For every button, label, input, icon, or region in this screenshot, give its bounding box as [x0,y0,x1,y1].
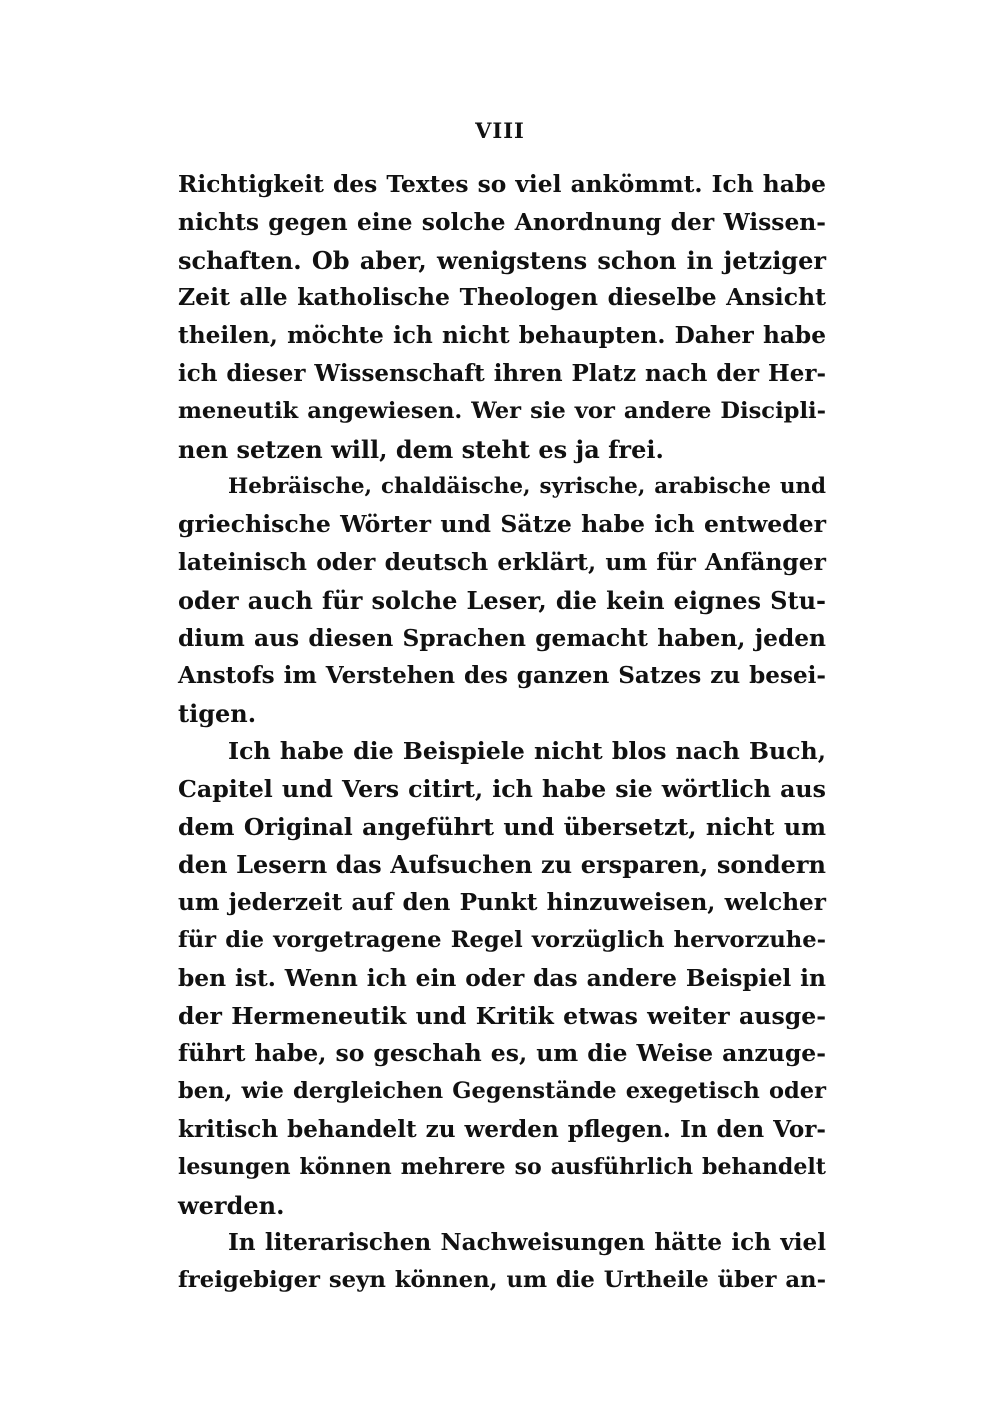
text-line: dem Original angeführt und übersetzt, nicht um [178,812,826,841]
text-line: Ich habe die Beispiele nicht blos nach Buch, [228,736,826,765]
text-line: Hebräische, chaldäische, syrische, arabische und [228,474,826,500]
text-line: dium aus diesen Sprachen gemacht haben, jeden [178,624,826,652]
text-line: theilen, möchte ich nicht behaupten. Daher habe [178,322,826,350]
text-line: lesungen können mehrere so ausführlich behandelt [178,1153,826,1180]
text-line: Anstofs im Verstehen des ganzen Satzes zu besei- [178,662,826,690]
text-line: tigen. [178,699,257,729]
text-line: der Hermeneutik und Kritik etwas weiter ausge- [178,1001,826,1030]
text-line: führt habe, so geschah es, um die Weise anzuge- [178,1039,826,1068]
text-line: nichts gegen eine solche Anordnung der Wissen- [178,207,826,236]
paragraph [178,468,826,733]
text-line: werden. [178,1190,285,1220]
text-line: griechische Wörter und Sätze habe ich entweder [178,510,826,539]
text-line: Richtigkeit des Textes so viel ankömmt. Ich habe [178,171,826,198]
page-number: VIII [475,118,525,143]
text-line: freigebiger seyn können, um die Urtheile über an- [178,1267,826,1294]
body-text [178,166,826,1300]
text-line: für die vorgetragene Regel vorzüglich hervorzuhe- [178,926,826,953]
text-line: oder auch für solche Leser, die kein eignes Stu- [178,585,826,615]
text-line: nen setzen will, dem steht es ja frei. [178,434,664,464]
text-line: lateinisch oder deutsch erklärt, um für Anfänger [178,547,826,576]
text-line: ben, wie dergleichen Gegenstände exegetisch oder [178,1078,826,1105]
paragraph [178,166,826,468]
text-line: In literarischen Nachweisungen hätte ich viel [228,1229,826,1257]
paragraph [178,1224,826,1300]
text-line: kritisch behandelt zu werden pflegen. In den Vor- [178,1115,826,1143]
text-line: ich dieser Wissenschaft ihren Platz nach der Her- [178,359,826,387]
text-line: schaften. Ob aber, wenigstens schon in jetziger [178,245,826,275]
text-line: Zeit alle katholische Theologen dieselbe Ansicht [178,283,826,312]
paragraph [178,733,826,1224]
text-line: um jederzeit auf den Punkt hinzuweisen, welcher [178,889,826,917]
text-line: ben ist. Wenn ich ein oder das andere Beispiel in [178,963,826,992]
text-line: den Lesern das Aufsuchen zu ersparen, sondern [178,850,826,880]
text-line: Capitel und Vers citirt, ich habe sie wörtlich aus [178,774,826,803]
text-line: meneutik angewiesen. Wer sie vor andere Discipli- [178,397,826,424]
